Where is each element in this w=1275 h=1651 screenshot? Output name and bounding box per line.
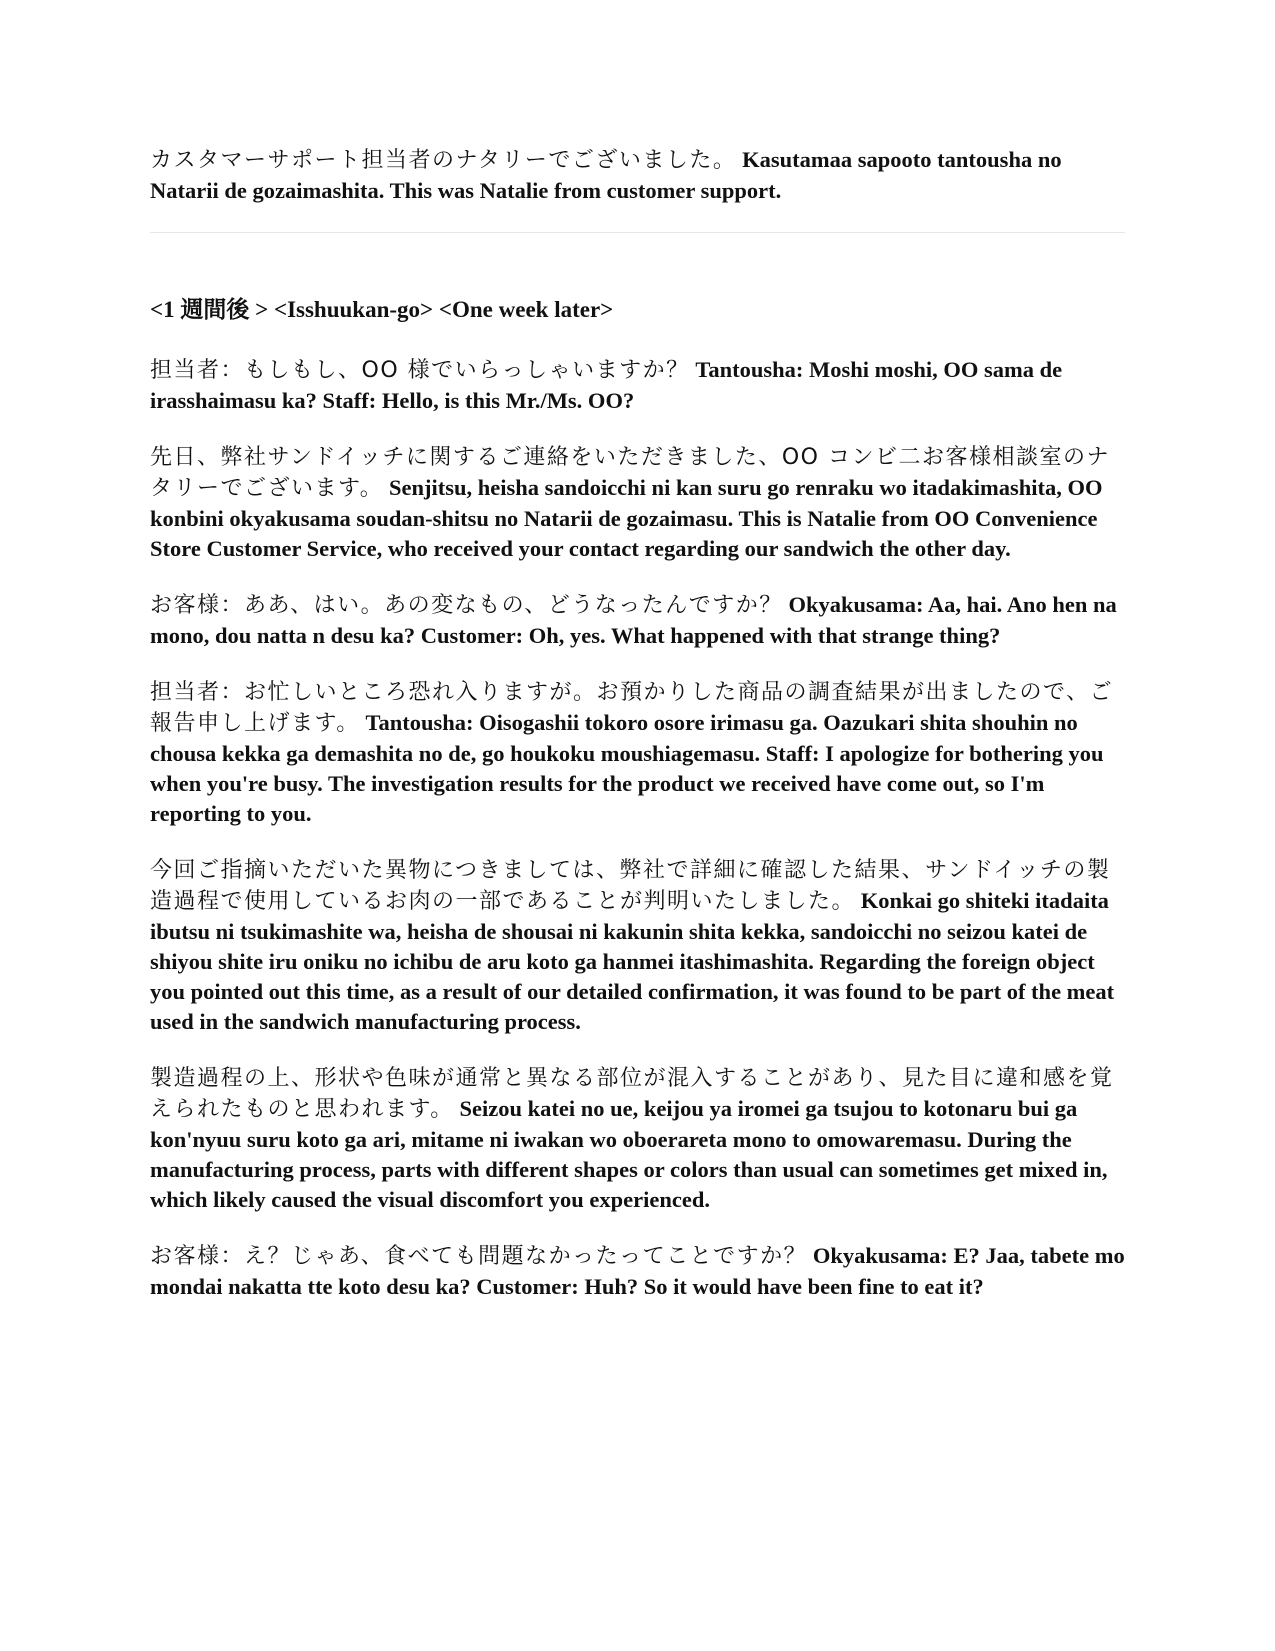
paragraph-romaji-english: Tantousha: Oisogashii tokoro osore irimasu ga. Oazukari shita shouhin no chousa kekka ga demashita no de, go houkoku moushiagemasu. Staff: I apologize for bothering you when you're busy. The investigation results for the product we received have come out, so I'm reporting to you. <box>150 710 1104 826</box>
intro-romaji-english: Kasutamaa sapooto tantousha no Natarii de gozaimashita. This was Natalie from customer support. <box>150 147 1062 203</box>
document-page <box>150 145 1125 1328</box>
dialogue-paragraph-1 <box>150 355 1125 416</box>
dialogue-paragraph-4 <box>150 677 1125 829</box>
section-divider <box>150 232 1125 233</box>
dialogue-paragraph-7 <box>150 1241 1125 1302</box>
dialogue-paragraph-5 <box>150 855 1125 1037</box>
scene-heading: <1 週間後 > <Isshuukan-go> <One week later> <box>150 297 614 322</box>
paragraph-japanese: 担当者：お忙しいところ恐れ入りますが。お預かりした商品の調査結果が出ましたので、ご報告申し上げます。 <box>150 680 1114 736</box>
paragraph-japanese: 担当者：もしもし、OO 様でいらっしゃいますか？ <box>150 358 690 383</box>
intro-paragraph <box>150 145 1125 206</box>
paragraph-romaji-english: Senjitsu, heisha sandoicchi ni kan suru go renraku wo itadakimashita, OO konbini okyakusama soudan-shitsu no Natarii de gozaimasu. This is Natalie from OO Convenience Store Customer Service, who received your contact regarding our sandwich the other day. <box>150 475 1103 561</box>
paragraph-romaji-english: Okyakusama: E? Jaa, tabete mo mondai nakatta tte koto desu ka? Customer: Huh? So it would have been fine to eat it? <box>150 1243 1125 1299</box>
intro-japanese: カスタマーサポート担当者のナタリーでございました。 <box>150 148 737 173</box>
paragraph-japanese: お客様：ああ、はい。あの変なもの、どうなったんですか？ <box>150 593 783 618</box>
paragraph-romaji-english: Tantousha: Moshi moshi, OO sama de irasshaimasu ka? Staff: Hello, is this Mr./Ms. OO? <box>150 357 1063 413</box>
paragraph-japanese: 先日、弊社サンドイッチに関するご連絡をいただきました、OO コンビ二お客様相談室のナタリーでございます。 <box>150 445 1110 501</box>
paragraph-romaji-english: Konkai go shiteki itadaita ibutsu ni tsukimashite wa, heisha de shousai ni kakunin shita kekka, sandoicchi no seizou katei de shiyou shite iru oniku no ichibu de aru koto ga hanmei itashimashita. Regarding the foreign object you pointed out this time, as a result of our detailed confirmation, it was found to be part of the meat used in the sandwich manufacturing process. <box>150 888 1115 1034</box>
dialogue-paragraph-3 <box>150 590 1125 651</box>
paragraph-romaji-english: Okyakusama: Aa, hai. Ano hen na mono, dou natta n desu ka? Customer: Oh, yes. What happened with that strange thing? <box>150 592 1117 648</box>
paragraph-japanese: 製造過程の上、形状や色味が通常と異なる部位が混入することがあり、見た目に違和感を覚えられたものと思われます。 <box>150 1066 1114 1122</box>
paragraph-romaji-english: Seizou katei no ue, keijou ya iromei ga tsujou to kotonaru bui ga kon'nyuu suru koto ga ari, mitame ni iwakan wo oboerareta mono to omowaremasu. During the manufacturing process, parts with different shapes or colors than usual can sometimes get mixed in, which likely caused the visual discomfort you experienced. <box>150 1096 1108 1212</box>
dialogue-paragraph-2 <box>150 442 1125 564</box>
dialogue-paragraph-6 <box>150 1063 1125 1215</box>
paragraph-japanese: 今回ご指摘いただいた異物につきましては、弊社で詳細に確認した結果、サンドイッチの製造過程で使用しているお肉の一部であることが判明いたしました。 <box>150 858 1111 914</box>
paragraph-japanese: お客様：え？じゃあ、食べても問題なかったってことですか？ <box>150 1244 808 1269</box>
